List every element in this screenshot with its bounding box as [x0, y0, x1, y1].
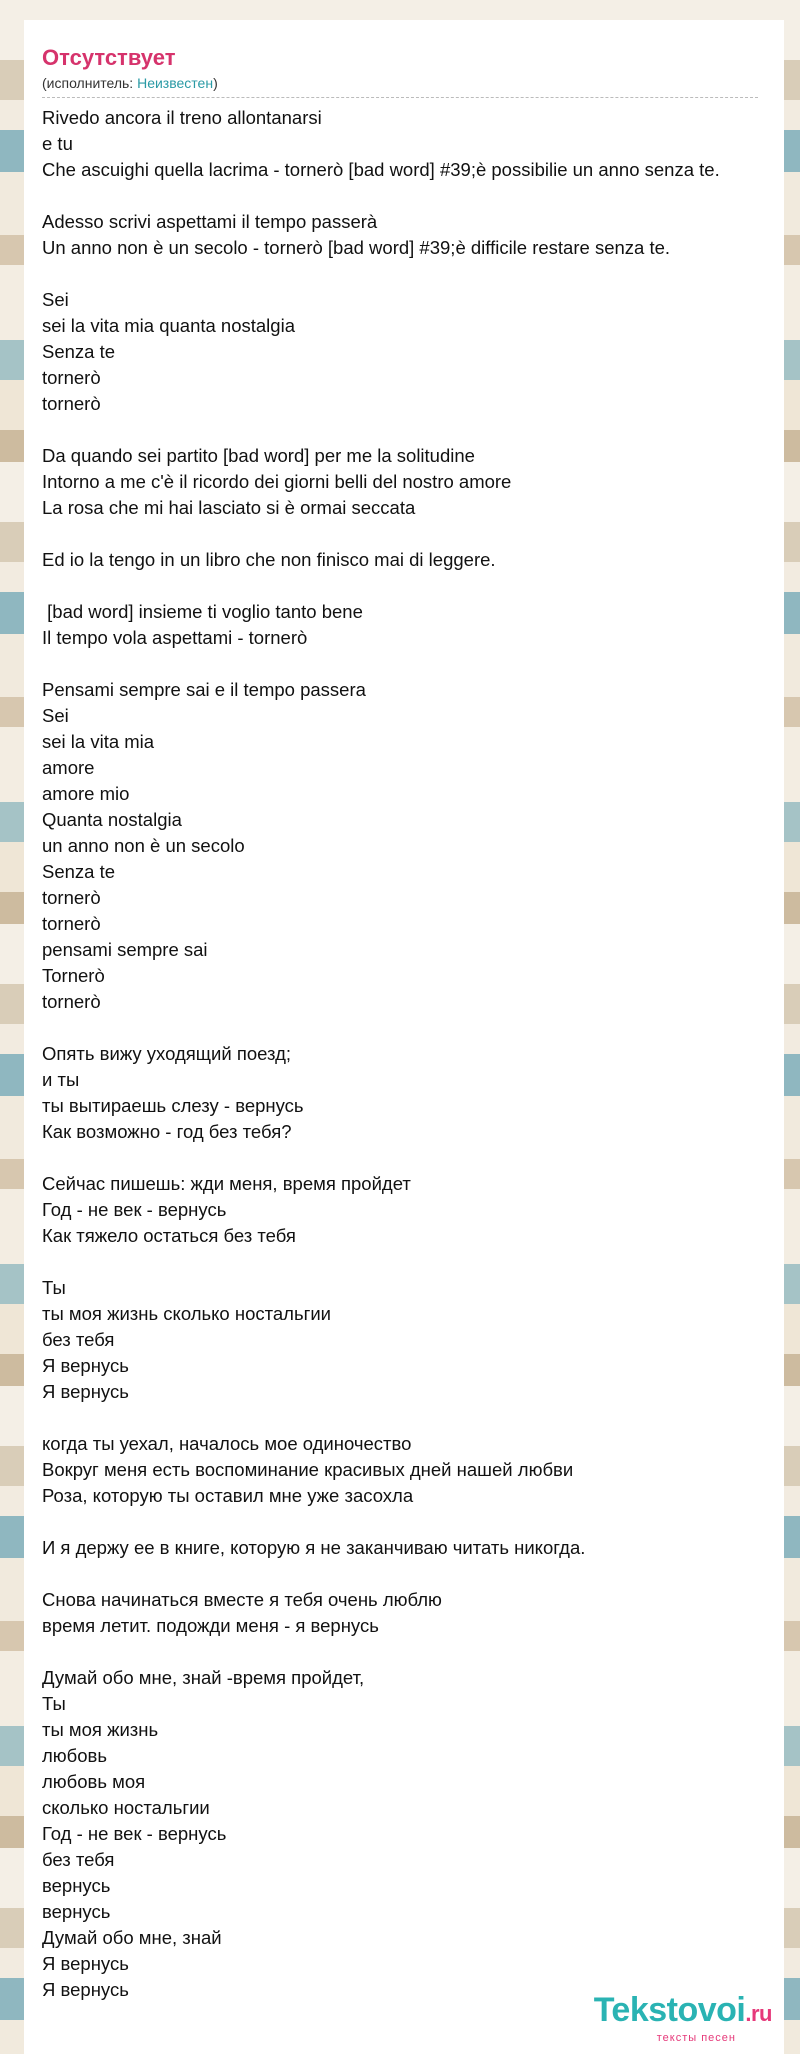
lyric-line: Pensami sempre sai e il tempo passera [42, 679, 366, 700]
lyric-line: любовь [42, 1745, 108, 1766]
lyric-line [42, 417, 784, 443]
lyric-line: Сейчас пишешь: жди меня, время пройдет [42, 1173, 411, 1194]
logo-wordmark [594, 1992, 772, 2032]
lyric-line: вернусь [42, 1875, 111, 1896]
lyric-line: tornerò [42, 913, 101, 934]
lyric-line: Как возможно - год без тебя? [42, 1121, 292, 1142]
lyric-line: Я вернусь [42, 1381, 129, 1402]
lyric-line: Sei [42, 289, 69, 310]
lyric-line: и ты [42, 1069, 80, 1090]
lyric-line: ты моя жизнь сколько ностальгии [42, 1303, 332, 1324]
lyric-line: ты вытираешь слезу - вернусь [42, 1095, 304, 1116]
site-logo[interactable] [594, 1992, 772, 2044]
lyric-line: Как тяжело остаться без тебя [42, 1225, 296, 1246]
lyric-line: amore [42, 757, 95, 778]
lyric-line [42, 1509, 784, 1535]
lyric-line: [bad word] insieme ti voglio tanto bene [42, 601, 363, 622]
lyric-line: un anno non è un secolo [42, 835, 245, 856]
lyric-line [42, 183, 784, 209]
lyric-line: без тебя [42, 1329, 115, 1350]
lyric-line: время летит. подожди меня - я вернусь [42, 1615, 379, 1636]
lyric-line: Ed io la tengo in un libro che non finisco mai di leggere. [42, 549, 496, 570]
lyric-line: Опять вижу уходящий поезд; [42, 1043, 292, 1064]
lyric-line: Я вернусь [42, 1979, 129, 2000]
lyric-line: sei la vita mia [42, 731, 155, 752]
lyric-line [42, 521, 784, 547]
lyric-line: И я держу ее в книге, которую я не заканчиваю читать никогда. [42, 1537, 586, 1558]
lyric-line: Senza te [42, 861, 116, 882]
artist-line [42, 74, 758, 98]
lyric-line: Sei [42, 705, 69, 726]
lyric-line: любовь моя [42, 1771, 146, 1792]
lyric-line: Tornerò [42, 965, 105, 986]
logo-tld: .ru [745, 2001, 772, 2026]
artist-prefix: (исполнитель: [42, 75, 138, 91]
lyric-line: e tu [42, 133, 73, 154]
lyric-line: Я вернусь [42, 1953, 129, 1974]
lyric-line: La rosa che mi hai lasciato si è ormai seccata [42, 497, 416, 518]
lyric-line: сколько ностальгии [42, 1797, 210, 1818]
lyric-line [42, 573, 784, 599]
lyric-line: Снова начинаться вместе я тебя очень люблю [42, 1589, 442, 1610]
lyric-line: Quanta nostalgia [42, 809, 182, 830]
lyric-line: ты моя жизнь [42, 1719, 159, 1740]
lyric-line: Роза, которую ты оставил мне уже засохла [42, 1485, 414, 1506]
lyric-line: Il tempo vola aspettami - tornerò [42, 627, 308, 648]
lyric-line: Adesso scrivi aspettami il tempo passerà [42, 211, 378, 232]
lyric-line: Senza te [42, 341, 116, 362]
lyric-line [42, 651, 784, 677]
lyric-line [42, 1015, 784, 1041]
lyric-line: amore mio [42, 783, 130, 804]
lyric-line: Год - не век - вернусь [42, 1823, 227, 1844]
lyric-line [42, 1405, 784, 1431]
lyric-line: Da quando sei partito [bad word] per me la solitudine [42, 445, 475, 466]
lyric-line: Che ascuighi quella lacrima - tornerò [bad word] #39;è possibilie un anno senza te. [42, 159, 720, 180]
lyric-line: pensami sempre sai [42, 939, 208, 960]
lyric-line: tornerò [42, 367, 101, 388]
lyric-line [42, 1561, 784, 1587]
artist-suffix: ) [213, 75, 218, 91]
lyrics-card [24, 20, 784, 2054]
lyric-line: Я вернусь [42, 1355, 129, 1376]
lyric-line: без тебя [42, 1849, 115, 1870]
song-title: Отсутствует [42, 45, 176, 70]
logo-tagline: тексты песен [656, 2032, 736, 2044]
logo-name: Tekstovoi [593, 1991, 746, 2029]
lyric-line: Ты [42, 1277, 66, 1298]
artist-link[interactable]: Неизвестен [137, 75, 214, 91]
lyric-line: Думай обо мне, знай [42, 1927, 222, 1948]
lyric-line: Думай обо мне, знай -время пройдет, [42, 1667, 365, 1688]
lyric-line: sei la vita mia quanta nostalgia [42, 315, 295, 336]
lyric-line: вернусь [42, 1901, 111, 1922]
lyric-line: Intorno a me c'è il ricordo dei giorni belli del nostro amore [42, 471, 512, 492]
lyric-line: tornerò [42, 887, 101, 908]
lyric-line [42, 1145, 784, 1171]
lyric-line [42, 1639, 784, 1665]
lyric-line: Un anno non è un secolo - tornerò [bad word] #39;è difficile restare senza te. [42, 237, 671, 258]
lyric-line: tornerò [42, 991, 101, 1012]
lyric-line: tornerò [42, 393, 101, 414]
lyric-line: Вокруг меня есть воспоминание красивых дней нашей любви [42, 1459, 574, 1480]
lyric-line: Год - не век - вернусь [42, 1199, 227, 1220]
lyric-line: Ты [42, 1693, 66, 1714]
lyric-line: когда ты уехал, началось мое одиночество [42, 1433, 412, 1454]
lyric-line: Rivedo ancora il treno allontanarsi [42, 107, 322, 128]
lyric-line [42, 1249, 784, 1275]
lyric-line [42, 261, 784, 287]
lyrics-body [42, 105, 784, 2003]
